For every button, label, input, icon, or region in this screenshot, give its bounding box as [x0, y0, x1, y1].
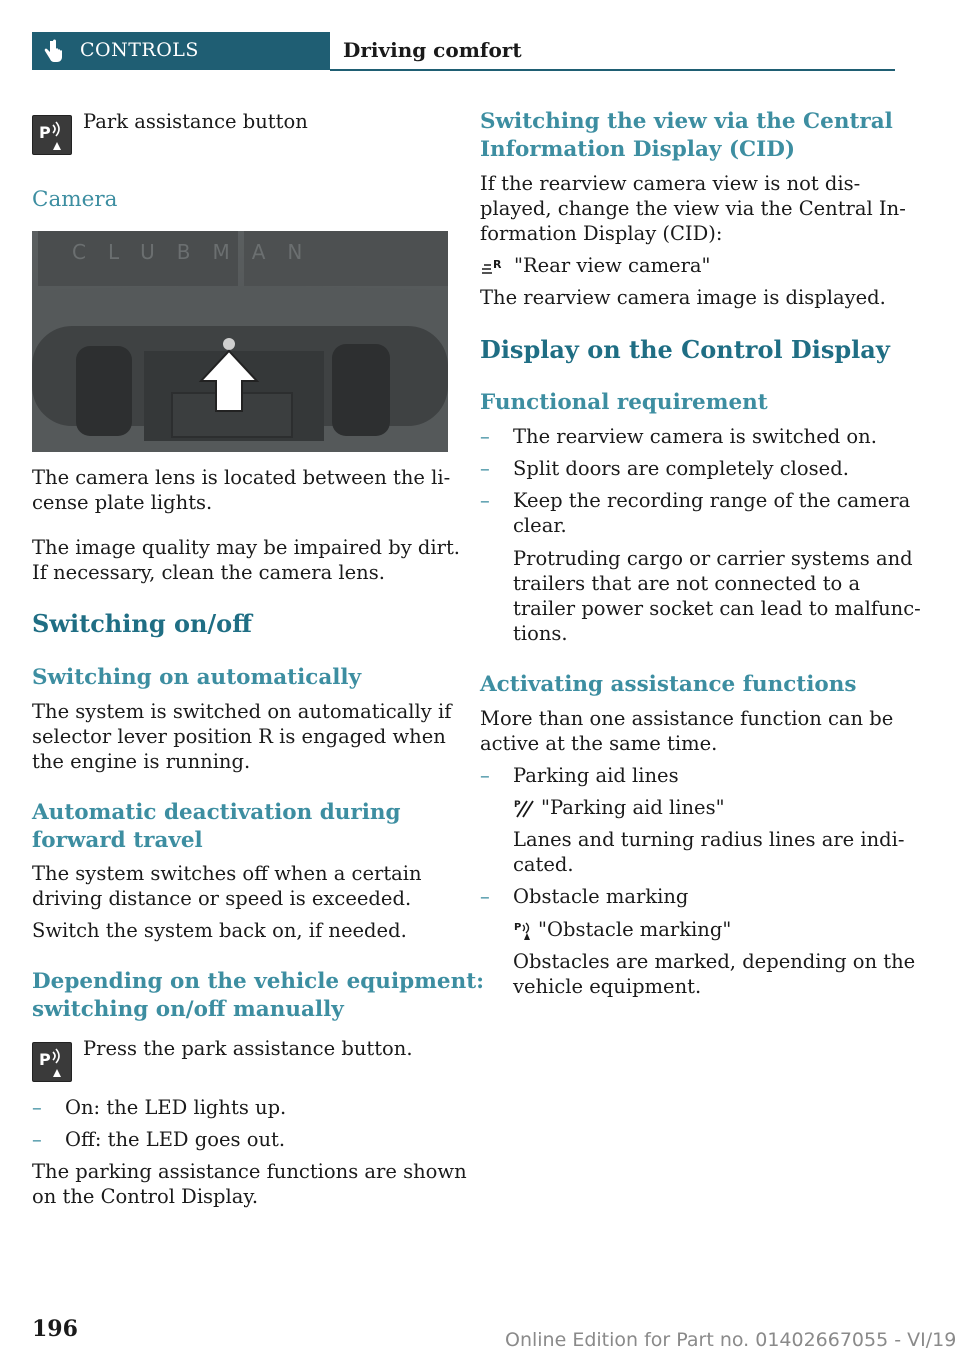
requirement-3-line2: clear. [513, 514, 567, 537]
photo-badge-text: CLUBMAN [72, 240, 325, 264]
hand-pointer-icon [42, 39, 64, 63]
park-assist-button-icon [32, 115, 72, 155]
list-dash: – [480, 457, 490, 480]
auto-on-line1: The system is switched on automatically if [32, 700, 452, 723]
shown-line2: on the Control Display. [32, 1185, 259, 1208]
obstacle-item: Obstacle marking [513, 885, 689, 908]
requirement-2: Split doors are completely closed. [513, 457, 849, 480]
on-item: On: the LED lights up. [65, 1096, 287, 1119]
header-section: CONTROLS [80, 39, 199, 61]
park-assist-button-icon [32, 1042, 72, 1082]
svg-text:P: P [39, 123, 51, 142]
list-dash: – [480, 489, 490, 512]
requirement-3-line1: Keep the recording range of the camera [513, 489, 911, 512]
requirement-3-note-line2: trailers that are not connected to a [513, 572, 861, 595]
list-dash: – [32, 1128, 42, 1151]
manual-heading-line2: switching on/off manually [32, 997, 344, 1022]
auto-off-line3: Switch the system back on, if needed. [32, 919, 407, 942]
svg-text:P: P [39, 1050, 51, 1069]
camera-p2-line1: The image quality may be impaired by dirt. [32, 536, 461, 559]
cid-line3: formation Display (CID): [480, 222, 723, 245]
auto-off-heading-line1: Automatic deactivation during [32, 800, 401, 825]
parking-lines-label: "Parking aid lines" [541, 796, 725, 819]
auto-on-line2: selector lever position R is engaged when [32, 725, 446, 748]
svg-text:P: P [514, 922, 522, 933]
cid-heading-line2: Information Display (CID) [480, 137, 796, 162]
camera-photo [32, 231, 448, 452]
edition-footer: Online Edition for Part no. 01402667055 - VI/19 [505, 1329, 957, 1351]
list-dash: – [480, 425, 490, 448]
camera-p2-line2: If necessary, clean the camera lens. [32, 561, 385, 584]
display-heading: Display on the Control Display [480, 335, 890, 364]
obstacle-desc-line1: Obstacles are marked, depending on the [513, 950, 916, 973]
switching-heading: Switching on/off [32, 609, 252, 638]
off-item: Off: the LED goes out. [65, 1128, 286, 1151]
cid-line2: played, change the view via the Central In- [480, 197, 906, 220]
cid-heading-line1: Switching the view via the Central [480, 109, 893, 134]
functional-requirement-heading: Functional requirement [480, 390, 768, 415]
parking-lines-item: Parking aid lines [513, 764, 679, 787]
assist-line1: More than one assistance function can be [480, 707, 894, 730]
parking-aid-lines-icon [513, 797, 537, 819]
rear-view-camera-icon [480, 255, 504, 277]
requirement-3-note-line3: trailer power socket can lead to malfunc- [513, 597, 921, 620]
requirement-3-note-line1: Protruding cargo or carrier systems and [513, 547, 913, 570]
camera-heading: Camera [32, 187, 118, 212]
requirement-1: The rearview camera is switched on. [513, 425, 877, 448]
list-dash: – [480, 764, 490, 787]
auto-on-heading: Switching on automatically [32, 665, 362, 690]
cid-line1: If the rearview camera view is not dis- [480, 172, 861, 195]
park-assist-button-label: Park assistance button [83, 110, 308, 133]
parking-lines-desc-line2: cated. [513, 853, 574, 876]
camera-p1-line1: The camera lens is located between the li- [32, 466, 451, 489]
obstacle-label: "Obstacle marking" [538, 918, 732, 941]
cid-result: The rearview camera image is displayed. [480, 286, 886, 309]
auto-off-line1: The system switches off when a certain [32, 862, 422, 885]
assist-heading: Activating assistance functions [480, 672, 857, 697]
svg-text:R: R [493, 258, 502, 271]
assist-line2: active at the same time. [480, 732, 718, 755]
svg-text:P: P [514, 800, 521, 810]
list-dash: – [480, 885, 490, 908]
page-number: 196 [32, 1316, 78, 1342]
parking-lines-desc-line1: Lanes and turning radius lines are indi- [513, 828, 905, 851]
obstacle-marking-icon [513, 919, 537, 941]
header-rule [330, 69, 895, 71]
manual-press-text: Press the park assistance button. [83, 1037, 413, 1060]
manual-heading-line1: Depending on the vehicle equipment: [32, 969, 485, 994]
shown-line1: The parking assistance functions are shown [32, 1160, 467, 1183]
list-dash: – [32, 1096, 42, 1119]
auto-off-line2: driving distance or speed is exceeded. [32, 887, 412, 910]
obstacle-desc-line2: vehicle equipment. [513, 975, 702, 998]
auto-off-heading-line2: forward travel [32, 828, 203, 853]
camera-p1-line2: cense plate lights. [32, 491, 213, 514]
header-chapter: Driving comfort [343, 38, 522, 62]
auto-on-line3: the engine is running. [32, 750, 251, 773]
rear-view-camera-label: "Rear view camera" [514, 254, 711, 277]
requirement-3-note-line4: tions. [513, 622, 568, 645]
